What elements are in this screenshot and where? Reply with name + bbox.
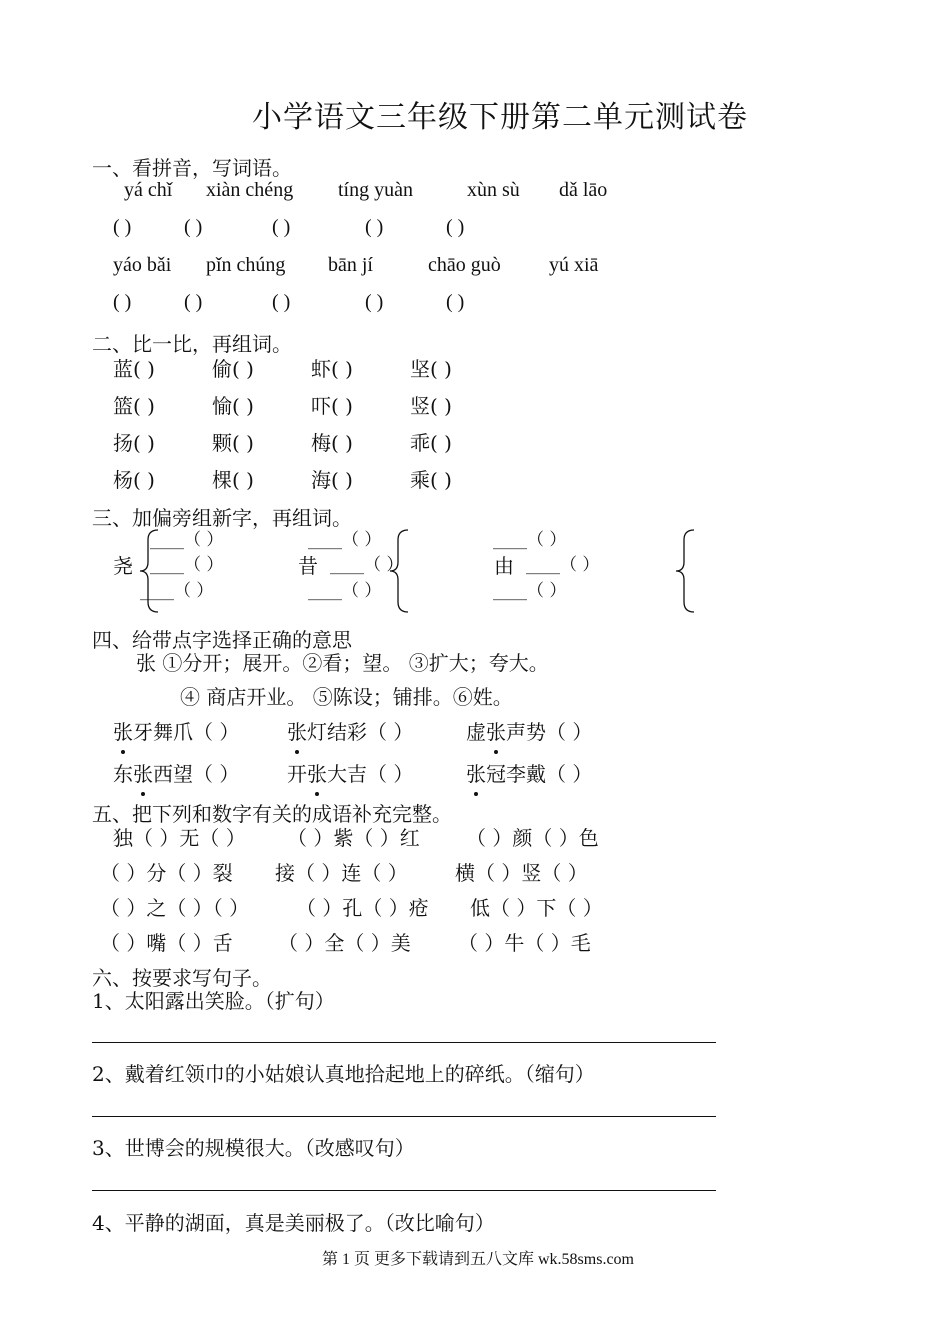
dotted-char: 张 [486, 716, 506, 745]
radical-blank[interactable]: ____（ ） [150, 530, 224, 550]
pinyin-4: xùn sù [467, 179, 520, 201]
base-char-3: 由 [494, 554, 514, 578]
answer-box[interactable]: ( ) [446, 216, 465, 238]
page-title: 小学语文三年级下册第二单元测试卷 [252, 100, 748, 135]
compare-item: 海( ) [311, 468, 353, 492]
meanings-line-2: ④ 商店开业。 ⑤陈设；铺排。⑥姓。 [180, 685, 513, 709]
brace-icon [674, 528, 696, 614]
number-idiom: （ ）之（ ）（ ） [100, 896, 250, 920]
base-char-2: 昔 [298, 554, 318, 578]
section-1-heading: 一、看拼音，写词语。 [92, 156, 292, 180]
compare-item: 乖( ) [410, 431, 452, 455]
answer-line[interactable] [92, 1042, 716, 1043]
number-idiom: （ ）紫（ ）红 [287, 826, 420, 850]
idiom-item: 张灯结彩（ ） [287, 716, 413, 745]
answer-box[interactable]: ( ) [365, 291, 384, 313]
sentence-q3: 3、世博会的规模很大。（改感叹句） [92, 1136, 415, 1160]
radical-blank[interactable]: ____（ ） [308, 530, 382, 550]
number-idiom: 低（ ）下（ ） [470, 896, 603, 920]
idiom-item: 开张大吉（ ） [287, 758, 413, 787]
answer-box[interactable]: ( ) [365, 216, 384, 238]
brace-icon [388, 528, 410, 614]
section-4-heading: 四、给带点字选择正确的意思 [92, 628, 352, 652]
compare-item: 扬( ) [113, 431, 155, 455]
pinyin-7: pǐn chúng [206, 254, 286, 276]
section-3-heading: 三、加偏旁组新字，再组词。 [92, 506, 352, 530]
compare-item: 棵( ) [212, 468, 254, 492]
radical-blank[interactable]: ____（ ） [150, 555, 224, 575]
answer-line[interactable] [92, 1116, 716, 1117]
answer-box[interactable]: ( ) [272, 216, 291, 238]
number-idiom: （ ）全（ ）美 [278, 931, 411, 955]
dotted-char: 张 [133, 758, 153, 787]
number-idiom: （ ）嘴（ ）舌 [100, 931, 233, 955]
radical-blank[interactable]: ____（ ） [330, 555, 404, 575]
pinyin-8: bān jí [328, 254, 373, 276]
dotted-char: 张 [466, 758, 486, 787]
dotted-char: 张 [113, 716, 133, 745]
pinyin-10: yú xiā [549, 254, 599, 276]
idiom-item: 张牙舞爪（ ） [113, 716, 239, 745]
meanings-line-1: 张 ①分开；展开。②看；望。 ③扩大；夸大。 [136, 651, 549, 675]
compare-item: 愉( ) [212, 394, 254, 418]
pinyin-5: dǎ lāo [559, 179, 608, 201]
pinyin-2: xiàn chéng [206, 179, 294, 201]
radical-blank[interactable]: ____（ ） [140, 581, 214, 601]
compare-item: 偷( ) [212, 357, 254, 381]
pinyin-1: yá chǐ [124, 179, 173, 201]
answer-box[interactable]: ( ) [272, 291, 291, 313]
compare-item: 吓( ) [311, 394, 353, 418]
page-footer: 第 1 页 更多下载请到五八文库 wk.58sms.com [322, 1251, 635, 1268]
number-idiom: （ ）孔（ ）疮 [296, 896, 429, 920]
number-idiom: （ ）牛（ ）毛 [458, 931, 591, 955]
number-idiom: 横（ ）竖（ ） [455, 861, 588, 885]
dotted-char: 张 [287, 716, 307, 745]
compare-item: 杨( ) [113, 468, 155, 492]
radical-blank[interactable]: ____（ ） [493, 530, 567, 550]
section-5-heading: 五、把下列和数字有关的成语补充完整。 [92, 802, 452, 826]
answer-line[interactable] [92, 1190, 716, 1191]
pinyin-9: chāo guò [428, 254, 501, 276]
dotted-char: 张 [307, 758, 327, 787]
answer-box[interactable]: ( ) [113, 216, 132, 238]
compare-item: 蓝( ) [113, 357, 155, 381]
number-idiom: 独（ ）无（ ） [113, 826, 246, 850]
compare-item: 虾( ) [311, 357, 353, 381]
answer-box[interactable]: ( ) [184, 216, 203, 238]
radical-blank[interactable]: ____（ ） [493, 581, 567, 601]
pinyin-3: tíng yuàn [338, 179, 413, 201]
section-2-heading: 二、比一比，再组词。 [92, 332, 292, 356]
radical-blank[interactable]: ____（ ） [526, 555, 600, 575]
number-idiom: （ ）颜（ ）色 [466, 826, 599, 850]
answer-box[interactable]: ( ) [446, 291, 465, 313]
idiom-item: 东张西望（ ） [113, 758, 239, 787]
base-char-1: 尧 [113, 554, 133, 578]
pinyin-6: yáo bǎi [113, 254, 172, 276]
compare-item: 梅( ) [311, 431, 353, 455]
compare-item: 竖( ) [410, 394, 452, 418]
number-idiom: （ ）分（ ）裂 [100, 861, 233, 885]
idiom-item: 虚张声势（ ） [466, 716, 592, 745]
sentence-q2: 2、戴着红领巾的小姑娘认真地拾起地上的碎纸。（缩句） [92, 1062, 595, 1086]
number-idiom: 接（ ）连（ ） [275, 861, 408, 885]
answer-box[interactable]: ( ) [113, 291, 132, 313]
compare-item: 坚( ) [410, 357, 452, 381]
compare-item: 篮( ) [113, 394, 155, 418]
section-6-heading: 六、按要求写句子。 [92, 966, 272, 990]
idiom-item: 张冠李戴（ ） [466, 758, 592, 787]
sentence-q1: 1、太阳露出笑脸。（扩句） [92, 989, 335, 1013]
compare-item: 乘( ) [410, 468, 452, 492]
compare-item: 颗( ) [212, 431, 254, 455]
answer-box[interactable]: ( ) [184, 291, 203, 313]
sentence-q4: 4、平静的湖面，真是美丽极了。（改比喻句） [92, 1211, 495, 1235]
radical-blank[interactable]: ____（ ） [308, 581, 382, 601]
